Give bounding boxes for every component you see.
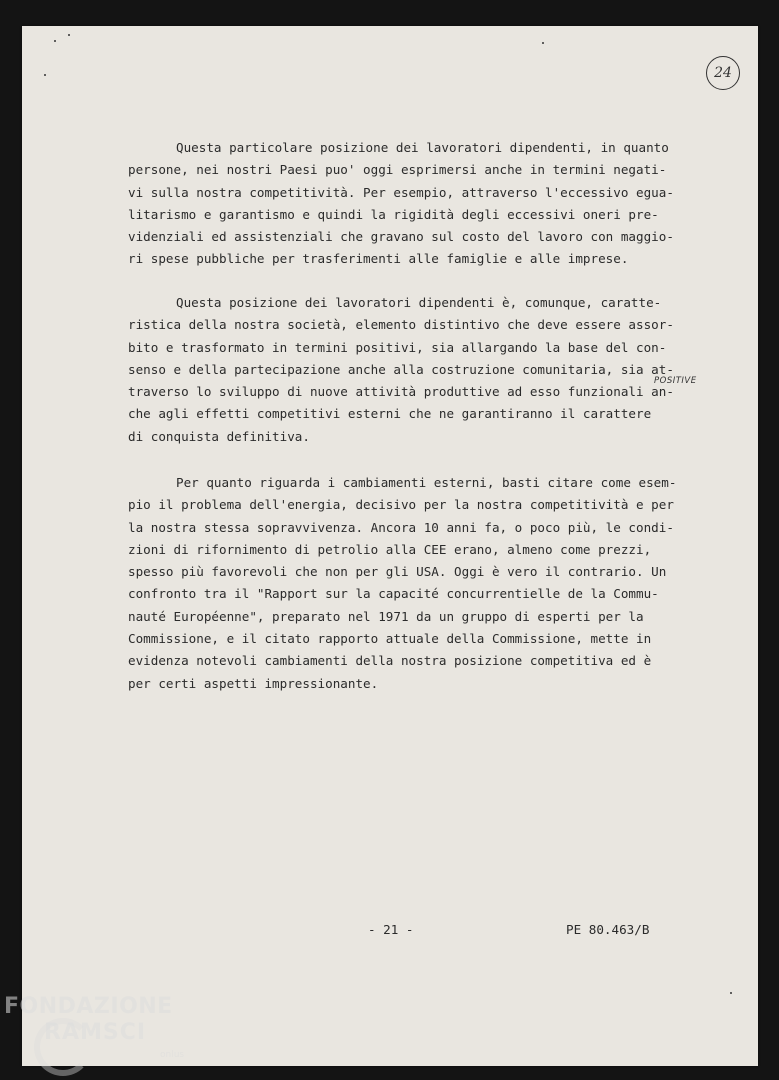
text-line: persone, nei nostri Paesi puo' oggi esprimersi anche in termini negati- bbox=[128, 162, 667, 178]
text-line: che agli effetti competitivi esterni che ne garantiranno il carattere bbox=[128, 406, 652, 422]
paragraph-1 bbox=[128, 137, 690, 271]
paragraph-3 bbox=[128, 472, 690, 695]
text-line: Questa posizione dei lavoratori dipendenti è, comunque, caratte- bbox=[176, 295, 662, 310]
text-line: pio il problema dell'energia, decisivo per la nostra competitività e per bbox=[128, 497, 674, 513]
text-line: evidenza notevoli cambiamenti della nostra posizione competitiva ed è bbox=[128, 653, 652, 669]
text-line: Per quanto riguarda i cambiamenti esterni, basti citare come esem- bbox=[176, 475, 677, 490]
text-line: ri spese pubbliche per trasferimenti alle famiglie e alle imprese. bbox=[128, 251, 629, 267]
text-line: la nostra stessa sopravvivenza. Ancora 10 anni fa, o poco più, le condi- bbox=[128, 519, 674, 535]
watermark-line-3: onlus bbox=[160, 1050, 185, 1060]
text-line: senso e della partecipazione anche alla costruzione comunitaria, sia at- bbox=[128, 361, 674, 377]
text-line: bito e trasformato in termini positivi, sia allargando la base del con- bbox=[128, 339, 667, 355]
text-line: videnziali ed assistenziali che gravano sul costo del lavoro con maggio- bbox=[128, 229, 674, 245]
ink-speck bbox=[730, 992, 732, 994]
paragraph-2 bbox=[128, 292, 690, 448]
text-line: Questa particolare posizione dei lavoratori dipendenti, in quanto bbox=[176, 140, 669, 155]
text-line: traverso lo sviluppo di nuove attività produttive ad esso funzionali an- bbox=[128, 384, 674, 400]
ink-speck bbox=[68, 34, 70, 36]
watermark-line-1: FONDAZIONE bbox=[4, 994, 173, 1019]
watermark-line-2: RAMSCI bbox=[44, 1020, 147, 1045]
watermark-logo bbox=[4, 994, 185, 1060]
text-line: confronto tra il "Rapport sur la capacité concurrentielle de la Commu- bbox=[128, 586, 659, 602]
text-line: per certi aspetti impressionante. bbox=[128, 675, 379, 691]
ink-speck bbox=[44, 74, 46, 76]
watermark-g-icon bbox=[34, 1018, 92, 1076]
ink-speck bbox=[54, 40, 56, 42]
text-line: nauté Européenne", preparato nel 1971 da un gruppo di esperti per la bbox=[128, 608, 644, 624]
footer-page-number: - 21 - bbox=[368, 922, 414, 937]
text-line: ristica della nostra società, elemento distintivo che deve essere assor- bbox=[128, 317, 674, 333]
page-number-stamp: 24 bbox=[706, 56, 740, 90]
handwritten-annotation: POSITIVE bbox=[654, 376, 697, 386]
text-line: Commissione, e il citato rapporto attuale della Commissione, mette in bbox=[128, 631, 652, 647]
text-line: litarismo e garantismo e quindi la rigidità degli eccessivi oneri pre- bbox=[128, 206, 659, 222]
ink-speck bbox=[542, 42, 544, 44]
text-line: di conquista definitiva. bbox=[128, 428, 310, 444]
text-line: zioni di rifornimento di petrolio alla CEE erano, almeno come prezzi, bbox=[128, 541, 652, 557]
text-line: vi sulla nostra competitività. Per esempio, attraverso l'eccessivo egua- bbox=[128, 184, 674, 200]
footer-reference: PE 80.463/B bbox=[566, 922, 650, 937]
text-line: spesso più favorevoli che non per gli USA. Oggi è vero il contrario. Un bbox=[128, 564, 667, 580]
